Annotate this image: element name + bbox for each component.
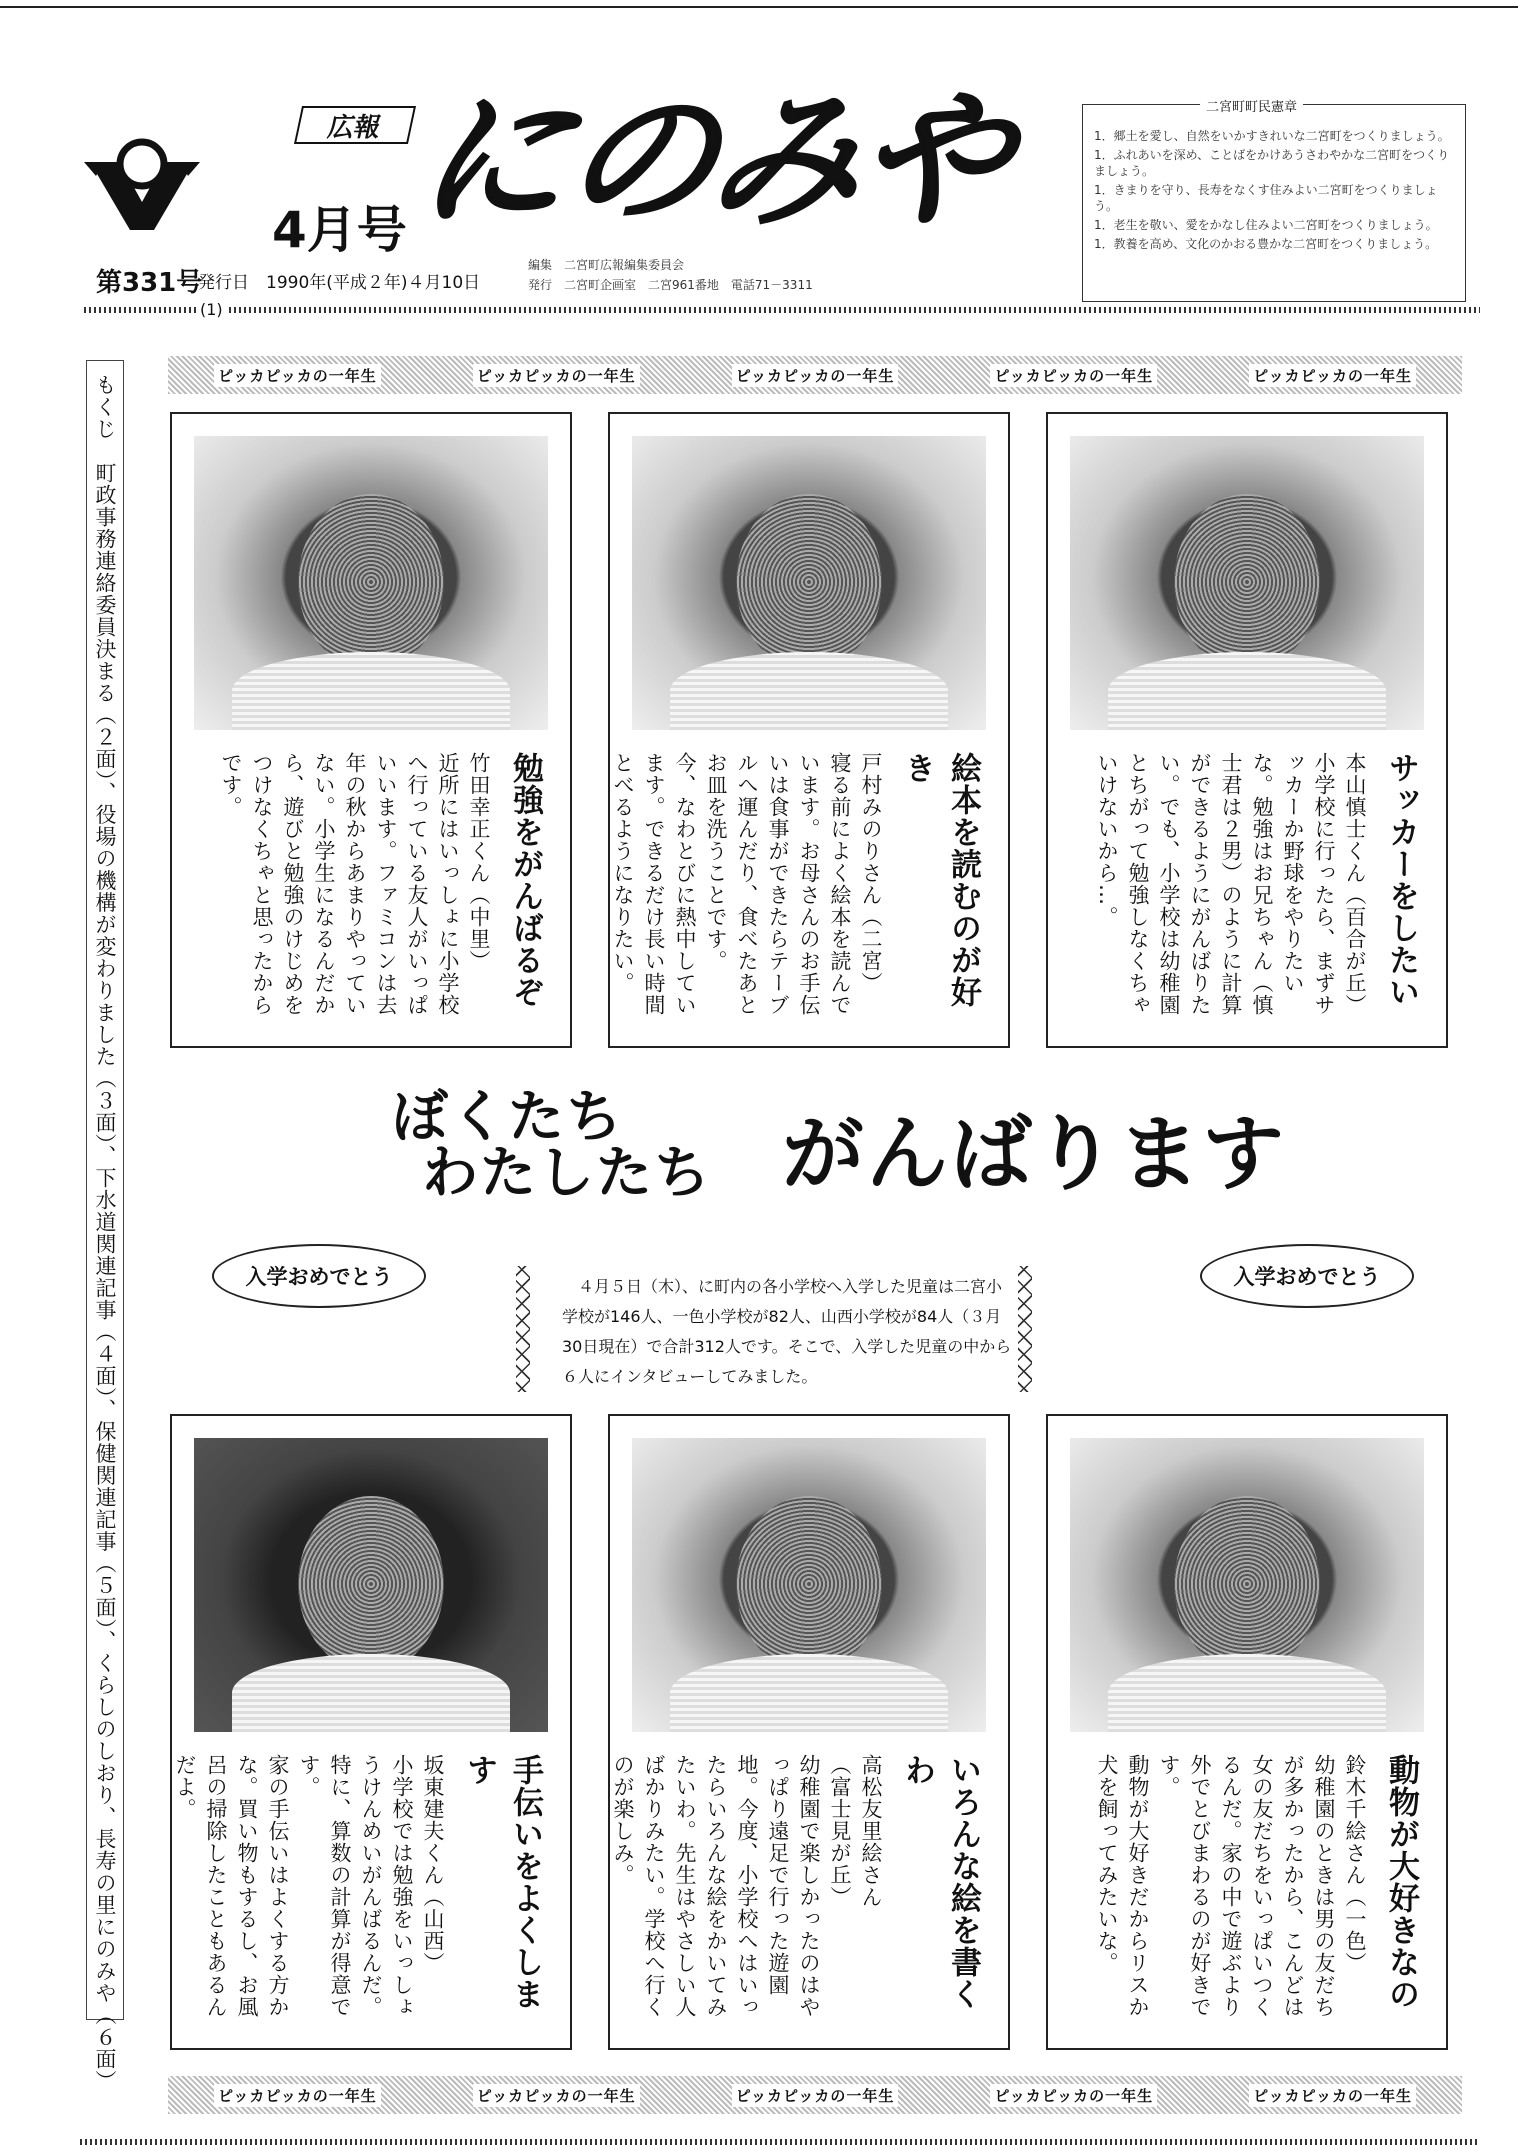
masthead-title: にのみや xyxy=(404,74,1020,248)
banner-label: ピッカピッカの一年生 xyxy=(1249,2084,1416,2107)
interview-body: 戸村みのりさん（二宮） 寝る前によく絵本を読んでいます。お母さんのお手伝いは食事ができたらテーブルへ運んだり、食べたあとお皿を洗うことです。 今、なわとびに熱中しています。できるだけ長い時間とべるようになりたい。 xyxy=(611,752,883,1016)
table-of-contents: もくじ 町政事務連絡委員決まる（２面）、役場の機構が変わりました（３面）、下水道関連記事（４面）、保健関連記事（５面）、くらしのしおり、長寿の里にのみや（６面） xyxy=(93,374,117,2092)
child-photo xyxy=(632,436,986,730)
town-charter-title: 二宮町町民憲章 xyxy=(1200,96,1303,115)
interview-heading: サッカーをしたい xyxy=(1383,752,1419,1008)
child-photo xyxy=(1070,1438,1424,1732)
issue-date: 発行日 1990年(平成２年)４月10日 xyxy=(198,273,481,293)
headline-line2: わたしたち xyxy=(422,1141,712,1206)
interview-card xyxy=(170,412,572,1048)
zigzag-border-right xyxy=(1018,1266,1032,1392)
charter-item: 1．きまりを守り、長寿をなくす住みよい二宮町をつくりましょう。 xyxy=(1094,183,1438,213)
child-photo xyxy=(194,436,548,730)
congrats-oval-left: 入学おめでとう xyxy=(212,1244,426,1308)
issue-month: 4月号 xyxy=(272,201,407,259)
charter-item: 1．老生を敬い、愛をかなし住みよい二宮町をつくりましょう。 xyxy=(1094,218,1438,232)
interview-card xyxy=(1046,1414,1448,2050)
interview-text xyxy=(215,752,548,1028)
top-banner xyxy=(168,356,1462,394)
charter-item: 1．ふれあいを深め、ことばをかけあうさわやかな二宮町をつくりましょう。 xyxy=(1094,148,1450,178)
town-charter-list xyxy=(1094,128,1456,255)
top-rule xyxy=(0,6,1518,8)
interview-card xyxy=(608,1414,1010,2050)
banner-label: ピッカピッカの一年生 xyxy=(990,2084,1157,2107)
interview-body: 鈴木千絵さん（一色） 幼稚園のときは男の友だちが多かったから、こんどは女の友だちをいっぱいつくるんだ。家の中で遊ぶより外でとびまわるのが好きです。 動物が大好きだからリスか犬を飼ってみたいな。 xyxy=(1095,1754,1367,2018)
kouhou-label: 広報 xyxy=(294,106,416,144)
banner-label: ピッカピッカの一年生 xyxy=(1249,364,1416,387)
child-photo xyxy=(194,1438,548,1732)
town-emblem-icon xyxy=(82,132,202,236)
interview-body: 竹田幸正くん（中里） 近所にはいっしょに小学校へ行っている友人がいっぱいいます。ファミコンは去年の秋からあまりやっていない。小学生になるんだから、遊びと勉強のけじめをつけなくちゃと思ったからです。 xyxy=(219,752,491,1016)
publisher-line: 発行 二宮町企画室 二宮961番地 電話71－3311 xyxy=(528,278,813,292)
bottom-rule xyxy=(80,2138,1480,2146)
banner-label: ピッカピッカの一年生 xyxy=(732,364,899,387)
interview-body: 高松友里絵さん （富士見が丘） 幼稚園で楽しかったのはやっぱり遠足で行った遊園地。今度、小学校へはいったらいろんな絵をかいてみたいわ。先生はやさしい人ばかりみたい。学校へ行くのが楽しみ。 xyxy=(611,1754,883,2018)
banner-label: ピッカピッカの一年生 xyxy=(473,364,640,387)
interview-text xyxy=(1091,752,1424,1028)
interview-text xyxy=(169,1754,548,2030)
child-photo xyxy=(1070,436,1424,730)
banner-label: ピッカピッカの一年生 xyxy=(473,2084,640,2107)
interview-heading: 勉強をがんばるぞ xyxy=(507,752,543,1008)
interview-card xyxy=(1046,412,1448,1048)
interview-heading: いろんな絵を書くわ xyxy=(899,1754,981,2010)
interview-body: 本山慎士くん（百合が丘） 小学校に行ったら、まずサッカーか野球をやりたいな。勉強はお兄ちゃん（慎士君は２男）のように計算ができるようにがんばりたい。でも、小学校は幼稚園とちがって勉強しなくちゃいけないから…。 xyxy=(1095,752,1367,1016)
child-photo xyxy=(632,1438,986,1732)
headline-main: がんばります xyxy=(782,1107,1287,1202)
interview-text xyxy=(1091,1754,1424,2030)
interview-body: 坂東建夫くん（山西） 小学校では勉強をいっしょうけんめいがんばるんだ。特に、算数の計算が得意です。 家の手伝いはよくする方かな。買い物もするし、お風呂の掃除したこともあるんだよ。 xyxy=(173,1754,445,2018)
intro-text: ４月５日（木）、に町内の各小学校へ入学した児童は二宮小学校が146人、一色小学校が82人、山西小学校が84人（３月30日現在）で合計312人です。そこで、入学した児童の中から６人にインタビューしてみました。 xyxy=(562,1277,1012,1386)
banner-label: ピッカピッカの一年生 xyxy=(214,364,381,387)
zigzag-border-left xyxy=(516,1266,530,1392)
bottom-banner xyxy=(168,2076,1462,2114)
charter-item: 1．郷土を愛し、自然をいかすきれいな二宮町をつくりましょう。 xyxy=(1094,129,1450,143)
interview-card xyxy=(170,1414,572,2050)
banner-label: ピッカピッカの一年生 xyxy=(990,364,1157,387)
charter-item: 1．教養を高め、文化のかおる豊かな二宮町をつくりましょう。 xyxy=(1094,237,1438,251)
banner-label: ピッカピッカの一年生 xyxy=(732,2084,899,2107)
congrats-oval-right: 入学おめでとう xyxy=(1200,1244,1414,1308)
headline-line1: ぼくたち xyxy=(392,1085,624,1150)
interview-card xyxy=(608,412,1010,1048)
interview-heading: 手伝いをよくします xyxy=(461,1754,543,2010)
editor-info xyxy=(528,255,813,295)
interview-heading: 動物が大好きなの xyxy=(1383,1754,1419,2010)
banner-label: ピッカピッカの一年生 xyxy=(214,2084,381,2107)
issue-number: 第331号 xyxy=(96,268,203,298)
interview-text xyxy=(607,1754,986,2030)
interview-text xyxy=(607,752,986,1028)
editor-line: 編集 二宮町広報編集委員会 xyxy=(528,258,685,272)
page-number: (1) xyxy=(196,300,227,319)
interview-heading: 絵本を読むのが好き xyxy=(899,752,981,1008)
